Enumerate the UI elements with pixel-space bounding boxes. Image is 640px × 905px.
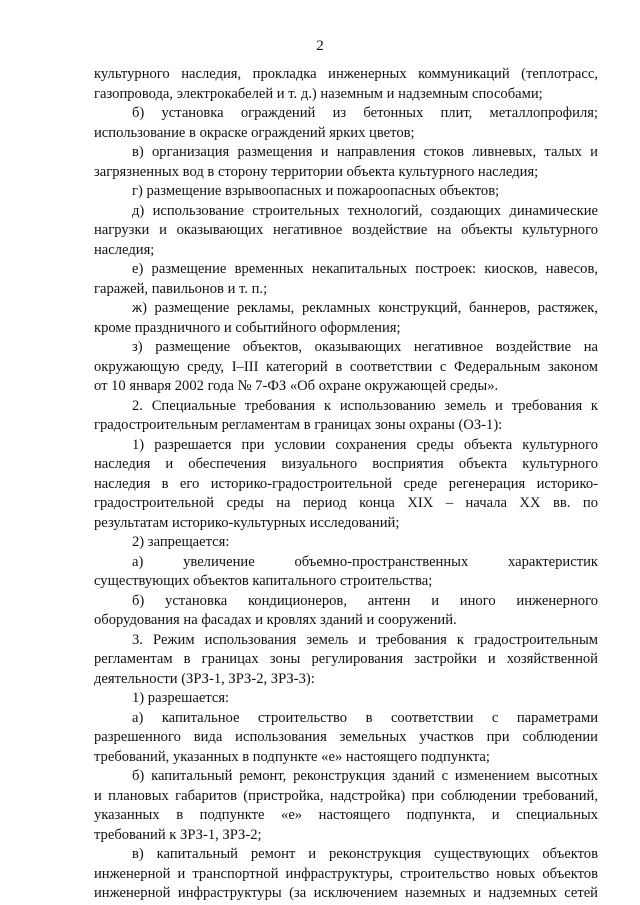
text-line: з) размещение объектов, оказывающих негативное воздействие на bbox=[132, 339, 598, 355]
page-number: 2 bbox=[316, 38, 324, 54]
text-line: и плановых габаритов (пристройка, надстройка) при соблюдении требований, bbox=[94, 787, 598, 804]
document-body bbox=[94, 65, 598, 904]
text-line: загрязненных вод в сторону территории объекта культурного наследия; bbox=[94, 163, 539, 180]
text-line: 2. Специальные требования к использованию земель и требования к bbox=[132, 397, 598, 414]
text-line: гаражей, павильонов и т. п.; bbox=[94, 280, 268, 297]
text-line: газопровода, электрокабелей и т. д.) наземным и надземным способами; bbox=[94, 85, 543, 102]
text-line: существующих объектов капитального строительства; bbox=[94, 573, 433, 589]
text-line: наследия и обеспечения визуального восприятия объекта культурного bbox=[94, 456, 598, 472]
text-line: инженерной и транспортной инфраструктуры, строительство новых объектов bbox=[94, 865, 598, 882]
text-line: результатам историко-культурных исследований; bbox=[94, 514, 400, 531]
text-line: г) размещение взрывоопасных и пожароопасных объектов; bbox=[132, 183, 500, 199]
text-line: деятельности (ЗРЗ-1, ЗРЗ-2, ЗРЗ-3): bbox=[94, 670, 315, 687]
text-line: б) капитальный ремонт, реконструкция зданий с изменением высотных bbox=[132, 768, 598, 784]
text-line: в) организация размещения и направления стоков ливневых, талых и bbox=[132, 144, 598, 160]
text-line: кроме праздничного и событийного оформления; bbox=[94, 319, 401, 336]
text-line: требований, указанных в подпункте «е» настоящего подпункта; bbox=[94, 748, 490, 765]
text-line: указанных в подпункте «е» настоящего подпункта, и специальных bbox=[94, 807, 598, 823]
text-line: в) капитальный ремонт и реконструкция существующих объектов bbox=[132, 846, 598, 862]
text-line: оборудования на фасадах и кровлях зданий и сооружений. bbox=[94, 612, 457, 628]
text-line: д) использование строительных технологий, создающих динамические bbox=[132, 202, 598, 219]
text-line: а) капитальное строительство в соответствии с параметрами bbox=[132, 709, 598, 726]
text-line: а) увеличение объемно-пространственных характеристик bbox=[132, 553, 598, 570]
text-line: 2) запрещается: bbox=[132, 534, 230, 550]
text-line: требований к ЗРЗ-1, ЗРЗ-2; bbox=[94, 826, 262, 843]
text-line: использование в окраске ограждений ярких цветов; bbox=[94, 124, 415, 141]
text-line: наследия в его историко-градостроительной среде регенерация историко- bbox=[94, 475, 598, 492]
text-line: 3. Режим использования земель и требования к градостроительным bbox=[132, 631, 598, 648]
text-line: 1) разрешается при условии сохранения среды объекта культурного bbox=[132, 436, 598, 453]
text-line: б) установка кондиционеров, антенн и иного инженерного bbox=[132, 592, 598, 609]
text-line: градостроительным регламентам в границах зоны охраны (ОЗ-1): bbox=[94, 417, 503, 433]
text-line: наследия; bbox=[94, 241, 155, 258]
text-line: ж) размещение рекламы, рекламных конструкций, баннеров, растяжек, bbox=[132, 300, 598, 316]
text-line: от 10 января 2002 года № 7-ФЗ «Об охране окружающей среды». bbox=[94, 378, 499, 394]
text-line: градостроительной среды на период конца XIX – начала XX вв. по bbox=[94, 495, 598, 511]
text-line: разрешенного вида использования земельных участков при соблюдении bbox=[94, 729, 598, 745]
text-line: окружающую среду, I–III категорий в соответствии с Федеральным законом bbox=[94, 358, 598, 375]
text-line: нагрузки и оказывающих негативное воздействие на объекты культурного bbox=[94, 222, 598, 238]
text-line: 1) разрешается: bbox=[132, 690, 230, 706]
text-line: б) установка ограждений из бетонных плит, металлопрофиля; bbox=[132, 105, 598, 121]
text-line: е) размещение временных некапитальных построек: киосков, навесов, bbox=[132, 261, 598, 277]
text-line: регламентам в границах зоны регулирования застройки и хозяйственной bbox=[94, 651, 598, 667]
text-line: инженерной инфраструктуры (за исключением наземных и надземных сетей bbox=[94, 885, 598, 901]
text-line: культурного наследия, прокладка инженерных коммуникаций (теплотрасс, bbox=[94, 66, 598, 82]
